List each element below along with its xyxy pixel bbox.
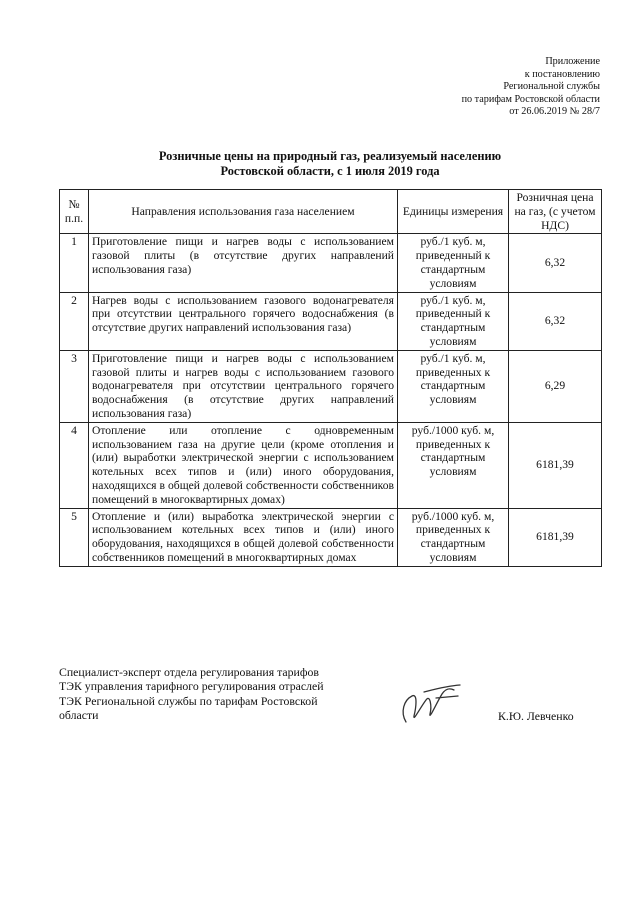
position-line: Специалист-эксперт отдела регулирования тарифов <box>59 665 319 679</box>
row-num: 1 <box>60 234 89 292</box>
row-unit: руб./1 куб. м, приведенный к стандартным условиям <box>398 234 509 292</box>
row-num: 2 <box>60 292 89 350</box>
table-header-row <box>60 190 602 234</box>
row-direction: Нагрев воды с использованием газового водонагревателя при отсутствии центрального горячего водоснабжения (в отсутствие других направлений использования газа) <box>89 292 398 350</box>
row-unit: руб./1000 куб. м, приведенных к стандартным условиям <box>398 508 509 566</box>
table-row <box>60 508 602 566</box>
row-price: 6,32 <box>509 292 602 350</box>
header-num: № п.п. <box>60 190 89 234</box>
row-price: 6181,39 <box>509 422 602 508</box>
header-price: Розничная цена на газ, (с учетом НДС) <box>509 190 602 234</box>
row-direction: Отопление и (или) выработка электрической энергии с использованием котельных всех типов и (или) иного оборудования, находящихся в общей долевой собственности собственников помещений в многоквартирных домах <box>89 508 398 566</box>
handwritten-signature <box>396 682 464 730</box>
row-direction: Приготовление пищи и нагрев воды с использованием газовой плиты и нагрев воды с использованием газового водонагревателя при отсутствии центрального горячего водоснабжения (в отсутствие других направлений использования газа) <box>89 350 398 422</box>
appendix-line: к постановлению <box>524 68 600 80</box>
row-direction: Приготовление пищи и нагрев воды с использованием газовой плиты (в отсутствие других направлений использования газа) <box>89 234 398 292</box>
position-line: области <box>59 708 99 723</box>
position-line: ТЭК управления тарифного регулирования отраслей <box>59 679 324 694</box>
appendix-line: по тарифам Ростовской области <box>461 93 600 105</box>
row-price: 6,32 <box>509 234 602 292</box>
appendix-line: от 26.06.2019 № 28/7 <box>509 106 600 118</box>
table-row <box>60 292 602 350</box>
signatory-position <box>59 665 369 723</box>
document-title <box>60 149 600 179</box>
title-line-1: Розничные цены на природный газ, реализуемый населению <box>158 149 502 163</box>
row-unit: руб./1 куб. м, приведенный к стандартным условиям <box>398 292 509 350</box>
row-num: 4 <box>60 422 89 508</box>
appendix-line: Региональной службы <box>503 81 600 93</box>
row-unit: руб./1000 куб. м, приведенных к стандартным условиям <box>398 422 509 508</box>
appendix-block <box>340 56 600 119</box>
title-line-2: Ростовской области, с 1 июля 2019 года <box>220 164 440 178</box>
header-unit: Единицы измерения <box>398 190 509 234</box>
price-table <box>59 189 602 567</box>
appendix-line: Приложение <box>545 56 600 67</box>
row-num: 5 <box>60 508 89 566</box>
signer-name: К.Ю. Левченко <box>498 709 574 723</box>
row-unit: руб./1 куб. м, приведенных к стандартным условиям <box>398 350 509 422</box>
table-row <box>60 234 602 292</box>
row-num: 3 <box>60 350 89 422</box>
header-direction: Направления использования газа населением <box>89 190 398 234</box>
row-price: 6,29 <box>509 350 602 422</box>
table-row <box>60 422 602 508</box>
table-row <box>60 350 602 422</box>
row-direction: Отопление или отопление с одновременным использованием газа на другие цели (кроме отопления и (или) выработки электрической энергии с использованием котельных всех типов и (или) иного оборудования, находящихся в общей долевой собственности собственников помещений в многоквартирных домах) <box>89 422 398 508</box>
position-line: ТЭК Региональной службы по тарифам Ростовской <box>59 693 318 708</box>
row-price: 6181,39 <box>509 508 602 566</box>
